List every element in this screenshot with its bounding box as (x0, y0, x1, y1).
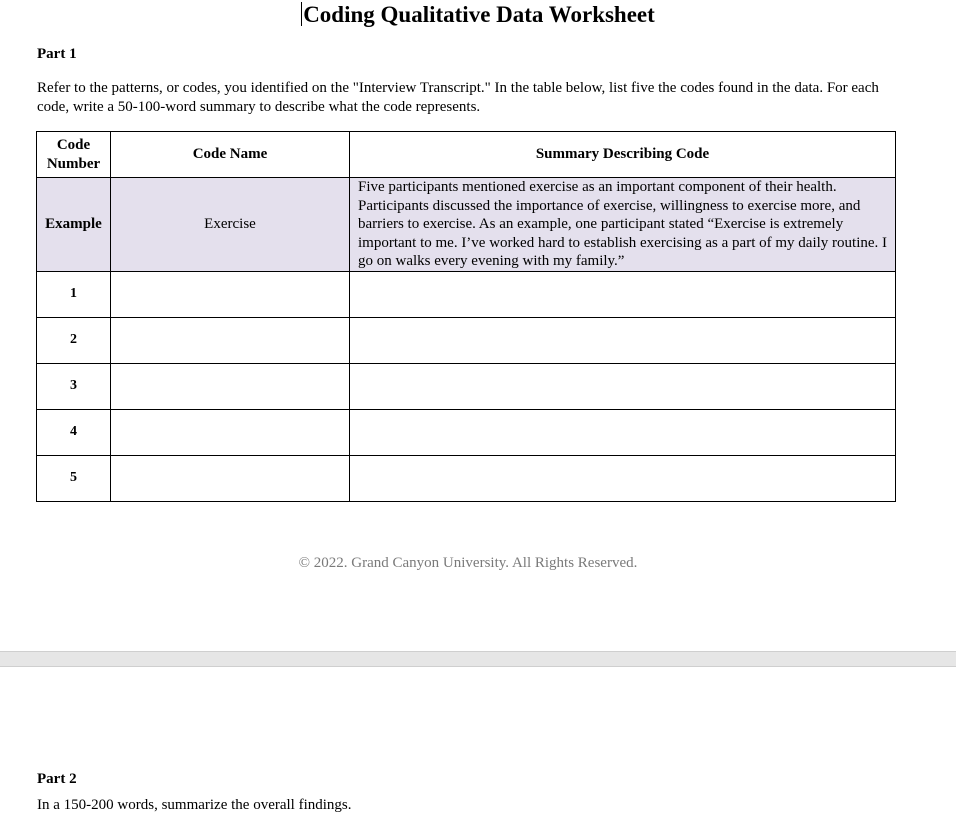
code-number-cell[interactable]: 5 (37, 455, 111, 501)
table-header-row (37, 132, 896, 178)
table-row (37, 455, 896, 501)
code-name-cell[interactable] (111, 363, 350, 409)
header-code-name[interactable]: Code Name (111, 132, 350, 178)
copyright-footer: © 2022. Grand Canyon University. All Rights Reserved. (298, 555, 638, 571)
example-code-name-cell[interactable]: Exercise (111, 178, 350, 272)
summary-cell[interactable] (350, 363, 896, 409)
code-number-cell[interactable]: 2 (37, 317, 111, 363)
part2-instructions[interactable]: In a 150-200 words, summarize the overall findings. (37, 797, 352, 813)
code-name-cell[interactable] (111, 455, 350, 501)
table-row (37, 363, 896, 409)
code-name-cell[interactable] (111, 317, 350, 363)
code-name-cell[interactable] (111, 409, 350, 455)
example-label-cell[interactable]: Example (37, 178, 111, 272)
page-break (0, 651, 956, 667)
part1-instructions[interactable]: Refer to the patterns, or codes, you identified on the "Interview Transcript." In the table below, list five the codes found in the data. For each code, write a 50-100-word summary to describe what the code represents. (37, 80, 879, 115)
header-code-number[interactable]: Code Number (37, 132, 111, 178)
document-title[interactable] (0, 0, 956, 30)
table-row (37, 271, 896, 317)
code-number-cell[interactable]: 3 (37, 363, 111, 409)
example-row (37, 178, 896, 272)
table-row (37, 317, 896, 363)
summary-cell[interactable] (350, 317, 896, 363)
code-number-cell[interactable]: 4 (37, 409, 111, 455)
header-summary[interactable]: Summary Describing Code (350, 132, 896, 178)
code-number-cell[interactable]: 1 (37, 271, 111, 317)
summary-cell[interactable] (350, 455, 896, 501)
example-summary-cell[interactable]: Five participants mentioned exercise as an important component of their health. Participants discussed the importance of exercise, willingness to exercise more, and barriers to exercise. As an example, one participant stated “Exercise is extremely important to me. I’ve worked hard to establish exercising as a part of my daily routine. I go on walks every evening with my family.” (350, 178, 896, 272)
part1-heading[interactable]: Part 1 (37, 46, 77, 62)
codes-table (36, 131, 896, 502)
summary-cell[interactable] (350, 271, 896, 317)
summary-cell[interactable] (350, 409, 896, 455)
document-title-text[interactable]: Coding Qualitative Data Worksheet (303, 2, 655, 27)
part2-heading[interactable]: Part 2 (37, 771, 77, 787)
table-row (37, 409, 896, 455)
code-name-cell[interactable] (111, 271, 350, 317)
